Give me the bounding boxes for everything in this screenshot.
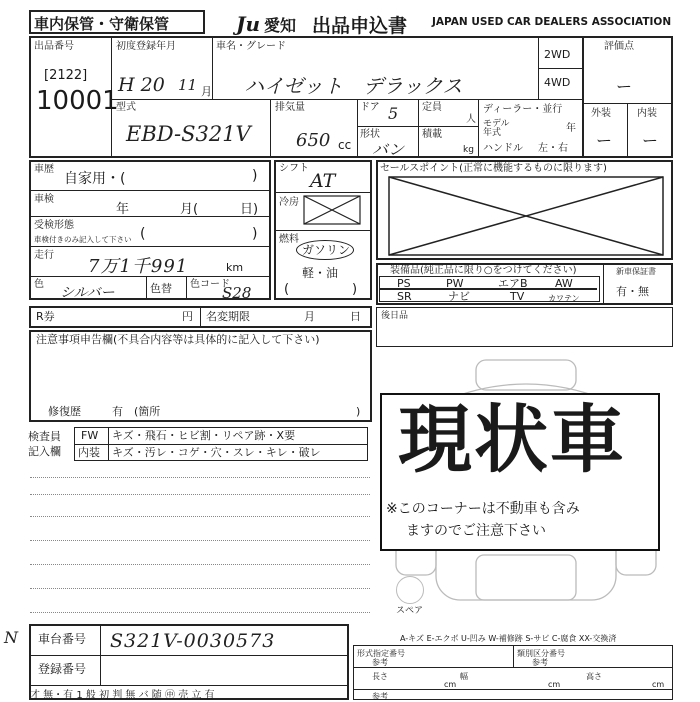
aircon-label: 冷房 <box>279 197 299 208</box>
height-label: 高さ <box>586 672 602 681</box>
class-number-label: 類別区分番号 <box>517 649 565 658</box>
capacity-label: 定員 <box>422 102 442 113</box>
as-is-note-2: ますのでご注意下さい <box>406 523 546 539</box>
inspection-day-unit: 日) <box>240 202 259 217</box>
registration-month: 11 <box>178 76 198 94</box>
interior-label: 内装 <box>637 108 657 119</box>
load-unit: kg <box>463 145 474 155</box>
selling-points-label: セールスポイント(正常に機能するものに限ります) <box>380 163 607 174</box>
aircon-crossed-box <box>303 195 361 225</box>
color-value: シルバー <box>60 285 115 301</box>
mileage-label: 走行 <box>34 250 54 261</box>
body-shape-value: バン <box>372 140 405 159</box>
color-code-value: S28 <box>222 284 252 302</box>
inspector-interior-label: 内装 <box>78 446 100 459</box>
shift-label: シフト <box>279 163 309 174</box>
color-code-label: 色コード <box>190 279 230 290</box>
model-code-value: EBD-S321V <box>126 122 251 146</box>
rear-input-block <box>376 307 673 347</box>
spare-tire-label: スペア <box>396 606 424 616</box>
mileage-value: 7万1千991 <box>88 256 189 277</box>
displacement-unit: cc <box>338 138 352 152</box>
fuel-label: 燃料 <box>279 234 299 245</box>
doors-label: ドア <box>360 102 380 113</box>
repair-history-value: 有 (箇所 <box>112 405 161 418</box>
model-code-label: 型式 <box>116 102 136 113</box>
length-label: 長さ <box>372 672 388 681</box>
dealer-label: ディーラー・並行 <box>483 104 563 115</box>
inspector-label-2: 記入欄 <box>28 445 61 458</box>
month-unit: 月 <box>201 85 212 98</box>
fuel-gasoline: ガソリン <box>302 243 351 257</box>
equip-tv: TV <box>510 290 525 303</box>
inspector-label-1: 検査員 <box>28 430 61 443</box>
history-value: 自家用・( <box>64 171 126 187</box>
exterior-label: 外装 <box>591 108 611 119</box>
drive-4wd: 4WD <box>544 76 571 89</box>
acceptance-close: ) <box>252 226 258 242</box>
recycle-unit: 円 <box>182 310 193 323</box>
acceptance-note: 車検付きのみ記入して下さい <box>34 235 132 244</box>
name-change-label: 名変期限 <box>206 310 250 323</box>
class-ref-label: 参考 <box>532 658 548 667</box>
body-shape-label: 形状 <box>360 129 380 140</box>
chassis-label: 車台番号 <box>38 632 87 646</box>
margin-mark: N <box>4 628 18 647</box>
equip-pw: PW <box>446 277 464 290</box>
rear-input-label: 後日品 <box>381 311 409 321</box>
score-label: 評価点 <box>604 41 634 52</box>
history-close: ) <box>252 168 258 184</box>
length-unit: cm <box>444 680 457 689</box>
mileage-unit: km <box>226 261 244 274</box>
document-title: 出品申込書 <box>312 15 408 37</box>
equip-kawaten: カワテン <box>548 294 580 303</box>
inspector-fw-text: キズ・飛石・ヒビ割・リペア跡・X要 <box>112 429 296 442</box>
special-ref-label: 参考 <box>372 658 388 667</box>
color-change-label: 色替 <box>150 282 172 295</box>
reg-number-label: 登録番号 <box>38 662 87 676</box>
recycle-label: R券 <box>36 310 55 323</box>
acceptance-open: ( <box>140 226 146 242</box>
width-unit: cm <box>548 680 561 689</box>
storage-label: 車内保管・守衛保管 <box>34 15 170 33</box>
vehicle-name-label: 車名・グレード <box>216 41 286 52</box>
name-change-day: 日 <box>350 310 361 323</box>
equip-ps: PS <box>397 277 411 290</box>
inspection-month-unit: 月( <box>180 202 199 217</box>
handle-label: ハンドル <box>483 143 523 154</box>
name-change-month: 月 <box>304 310 315 323</box>
inspector-interior-text: キズ・汚レ・コゲ・穴・スレ・キレ・破レ <box>112 446 321 459</box>
fuel-close: ) <box>352 282 358 297</box>
lot-number-label: 出品番号 <box>34 41 74 52</box>
load-label: 積載 <box>422 129 442 140</box>
equip-aw: AW <box>555 277 573 290</box>
as-is-title: 現状車 <box>398 397 626 483</box>
repair-history-label: 修復歴 <box>48 405 81 418</box>
displacement-label: 排気量 <box>275 102 305 113</box>
new-car-warranty-label: 新車保証書 <box>616 267 656 276</box>
inspector-fw-label: FW <box>81 429 99 442</box>
interior-value: ー <box>642 131 659 150</box>
acceptance-label: 受検形態 <box>34 220 74 231</box>
score-value: ー <box>616 77 633 96</box>
year-unit: 年 <box>566 123 576 134</box>
doors-value: 5 <box>388 104 399 123</box>
height-unit: cm <box>652 680 665 689</box>
spare-tire-circle <box>396 576 424 604</box>
notes-label: 注意事項申告欄(不具合内容等は具体的に記入して下さい) <box>36 333 320 346</box>
equipment-label: 装備品(純正品に限り○をつけてください) <box>390 265 577 276</box>
equip-sr: SR <box>397 290 412 303</box>
damage-legend: A-キズ E-エクボ U-凹み W-補修跡 S-サビ C-腐食 XX-交換済 <box>400 634 617 643</box>
registration-year: H 20 <box>118 74 165 96</box>
equip-airbag: エアB <box>498 277 528 290</box>
color-label: 色 <box>34 279 44 290</box>
inspection-label: 車検 <box>34 194 54 205</box>
lot-number: 10001 <box>36 86 119 116</box>
as-is-note-1: ※このコーナーは不動車も含み <box>386 501 580 517</box>
handle-value: 左・右 <box>538 143 568 154</box>
model-year-label: モデル年式 <box>483 119 510 138</box>
lot-sub-code: [2122] <box>44 68 88 83</box>
drive-2wd: 2WD <box>544 48 571 61</box>
displacement-value: 650 <box>296 130 331 151</box>
vehicle-name-value: ハイゼット デラックス <box>244 74 463 98</box>
equip-navi: ナビ <box>448 290 470 303</box>
inspection-year-unit: 年 <box>116 202 130 217</box>
footer-codes: 才 無・有 1 般 初 判 無 バ 随 ㊥ 売 立 有 <box>30 690 215 701</box>
fuel-diesel: 軽・油 <box>302 266 339 280</box>
logo-prefecture: 愛知 <box>264 16 297 35</box>
fuel-open: ( <box>284 282 290 297</box>
selling-points-crossed-out <box>388 176 664 256</box>
capacity-unit: 人 <box>466 114 476 125</box>
shift-value: AT <box>310 170 336 192</box>
chassis-number: S321V-0030573 <box>110 630 276 652</box>
repair-history-close: ) <box>356 405 361 418</box>
new-car-warranty-value: 有・無 <box>616 285 649 298</box>
reference-label: 参考 <box>372 692 388 701</box>
exterior-value: ー <box>596 131 613 150</box>
association-name: JAPAN USED CAR DEALERS ASSOCIATION <box>432 16 672 28</box>
first-registration-label: 初度登録年月 <box>116 41 176 52</box>
ju-logo: Ju <box>236 12 261 36</box>
special-number-label: 形式指定番号 <box>357 649 405 658</box>
width-label: 幅 <box>460 672 468 681</box>
history-label: 車歴 <box>34 164 54 175</box>
